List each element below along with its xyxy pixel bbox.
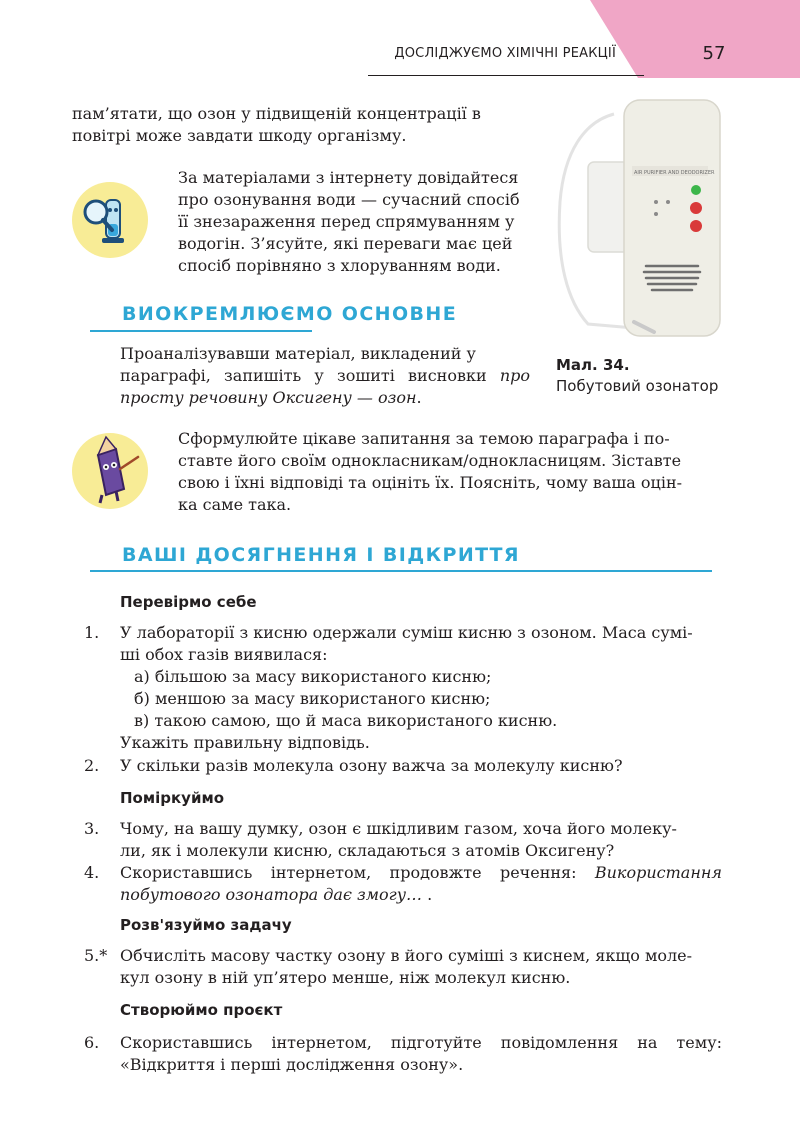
question-6-line-1: Скориставшись інтернетом, підготуйте повідомлення на тему: bbox=[120, 1033, 722, 1052]
section-rule-main bbox=[90, 330, 312, 332]
device-label: AIR PURIFIER AND DEODORIZER bbox=[634, 170, 715, 176]
question-task-line: Сформулюйте цікаве запитання за темою параграфа і по- bbox=[178, 429, 670, 448]
figure-label: Мал. 34. bbox=[556, 356, 630, 374]
question-number: 4. bbox=[84, 863, 100, 882]
section-heading-main: ВИОКРЕМЛЮЄМО ОСНОВНЕ bbox=[122, 303, 458, 325]
question-4-line-2 bbox=[120, 884, 432, 906]
question-4-line-1 bbox=[120, 862, 722, 884]
question-5-line-2: кул озону в ній уп’ятеро менше, ніж молекул кисню. bbox=[120, 968, 571, 987]
question-4-regular: Скориставшись інтернетом, продовжте речення: bbox=[120, 863, 595, 882]
section-heading-achievements: ВАШІ ДОСЯГНЕННЯ І ВІДКРИТТЯ bbox=[122, 544, 520, 566]
sub-heading-problem: Розв'язуймо задачу bbox=[120, 916, 292, 934]
page-number: 57 bbox=[702, 43, 726, 64]
main-text-regular: параграфі, запишіть у зошиті висновки bbox=[120, 366, 500, 385]
intro-line-1: пам’ятати, що озон у підвищеній концентрації в bbox=[72, 104, 481, 123]
sub-heading-think: Поміркуймо bbox=[120, 789, 225, 807]
question-number: 3. bbox=[84, 819, 100, 838]
intro-line-2: повітрі може завдати шкоду організму. bbox=[72, 126, 407, 145]
main-text-period: . bbox=[416, 388, 422, 407]
ozonator-photo bbox=[554, 92, 732, 340]
sub-heading-project: Створюймо проєкт bbox=[120, 1001, 283, 1019]
research-mascot-icon bbox=[72, 182, 148, 258]
question-2-text: У скільки разів молекула озону важча за молекулу кисню? bbox=[120, 756, 623, 775]
question-3-line-1: Чому, на вашу думку, озон є шкідливим газом, хоча його молеку- bbox=[120, 819, 677, 838]
header-rule bbox=[368, 75, 644, 76]
question-task-line: свою і їхні відповіді та оцініть їх. Поясніть, чому ваша оцін- bbox=[178, 473, 683, 492]
internet-task-line: її знезараження перед спрямуванням у bbox=[178, 212, 515, 231]
question-1-instruction: Укажіть правильну відповідь. bbox=[120, 733, 370, 752]
internet-task bbox=[178, 167, 530, 277]
question-4-end: . bbox=[422, 885, 433, 904]
answer-option-c: в) такою самою, що й маса використаного кисню. bbox=[134, 711, 558, 730]
question-1-line-1: У лабораторії з кисню одержали суміш кисню з озоном. Маса сумі- bbox=[120, 623, 693, 642]
question-number: 6. bbox=[84, 1033, 100, 1052]
question-4-italic: Використання bbox=[594, 863, 722, 882]
question-3-line-2: ли, як і молекули кисню, складаються з атомів Оксигену? bbox=[120, 841, 615, 860]
question-task-line: ка саме така. bbox=[178, 495, 292, 514]
main-text-italic: просту речовину Оксигену — озон bbox=[120, 388, 417, 407]
internet-task-line: водогін. З’ясуйте, які переваги має цей bbox=[178, 234, 513, 253]
question-number: 5.* bbox=[84, 946, 108, 965]
answer-option-a: а) більшою за масу використаного кисню; bbox=[134, 667, 492, 686]
pencil-mascot-icon bbox=[72, 433, 148, 509]
question-5-line-1: Обчисліть масову частку озону в його суміші з киснем, якщо моле- bbox=[120, 946, 693, 965]
section-rule-achievements bbox=[90, 570, 712, 572]
main-text-line-1: Проаналізувавши матеріал, викладений у bbox=[120, 344, 476, 363]
running-header-title: ДОСЛІДЖУЄМО ХІМІЧНІ РЕАКЦІЇ bbox=[394, 46, 616, 61]
question-6-line-2: «Відкриття і перші дослідження озону». bbox=[120, 1055, 464, 1074]
question-1-line-2: ші обох газів виявилася: bbox=[120, 645, 328, 664]
header-corner-decoration bbox=[590, 0, 800, 78]
question-number: 1. bbox=[84, 623, 100, 642]
main-text-line-2 bbox=[120, 365, 530, 387]
internet-task-line: про озонування води — сучасний спосіб bbox=[178, 190, 520, 209]
question-4-italic: побутового озонатора дає змогу… bbox=[120, 885, 422, 904]
main-text-line-3 bbox=[120, 387, 422, 409]
question-number: 2. bbox=[84, 756, 100, 775]
answer-option-b: б) меншою за масу використаного кисню; bbox=[134, 689, 491, 708]
internet-task-line: За матеріалами з інтернету довідайтеся bbox=[178, 168, 519, 187]
question-task bbox=[178, 428, 722, 516]
sub-heading-check: Перевірмо себе bbox=[120, 593, 257, 611]
main-text-italic: про bbox=[499, 366, 530, 385]
figure-caption: Побутовий озонатор bbox=[556, 377, 719, 395]
internet-task-line: спосіб порівняно з хлоруванням води. bbox=[178, 256, 501, 275]
question-task-line: ставте його своїм однокласникам/однокласницям. Зіставте bbox=[178, 451, 682, 470]
